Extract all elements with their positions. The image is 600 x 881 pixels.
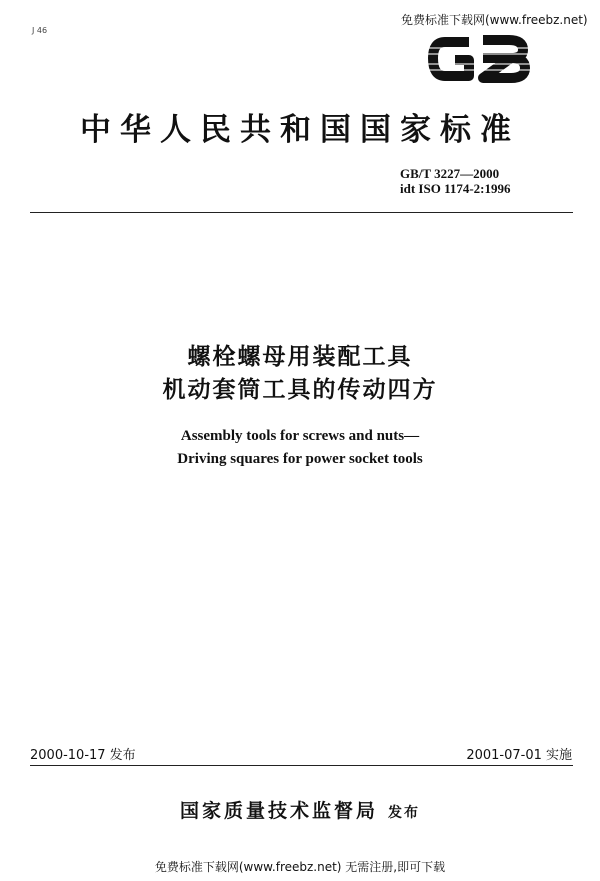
cn-title-line2: 机动套筒工具的传动四方 [162,377,438,403]
bottom-divider [30,765,573,766]
idt-reference: idt ISO 1174-2:1996 [400,181,511,196]
publisher-suffix: 发布 [388,805,420,821]
footer-watermark: 免费标准下载网(www.freebz.net) 无需注册,即可下载 [154,860,446,874]
publisher-name: 国家质量技术监督局 [179,800,378,822]
standard-number: GB/T 3227—2000 [400,166,500,181]
header-watermark: 免费标准下载网(www.freebz.net) [401,13,588,27]
standard-number-block [400,166,511,196]
gb-logo [425,30,535,90]
en-title-line2: Driving squares for power socket tools [177,451,423,467]
top-divider [30,212,573,213]
national-standard-title: 中华人民共和国国家标准 [80,112,520,148]
issue-date: 2000-10-17 发布 [30,748,136,763]
cn-title-line1: 螺栓螺母用装配工具 [187,344,413,370]
effective-date: 2001-07-01 实施 [466,748,572,763]
en-title-line1: Assembly tools for screws and nuts— [180,428,420,444]
publisher-line [0,796,600,823]
gb-logo-icon [425,30,535,90]
catalog-code: J 46 [32,26,48,35]
